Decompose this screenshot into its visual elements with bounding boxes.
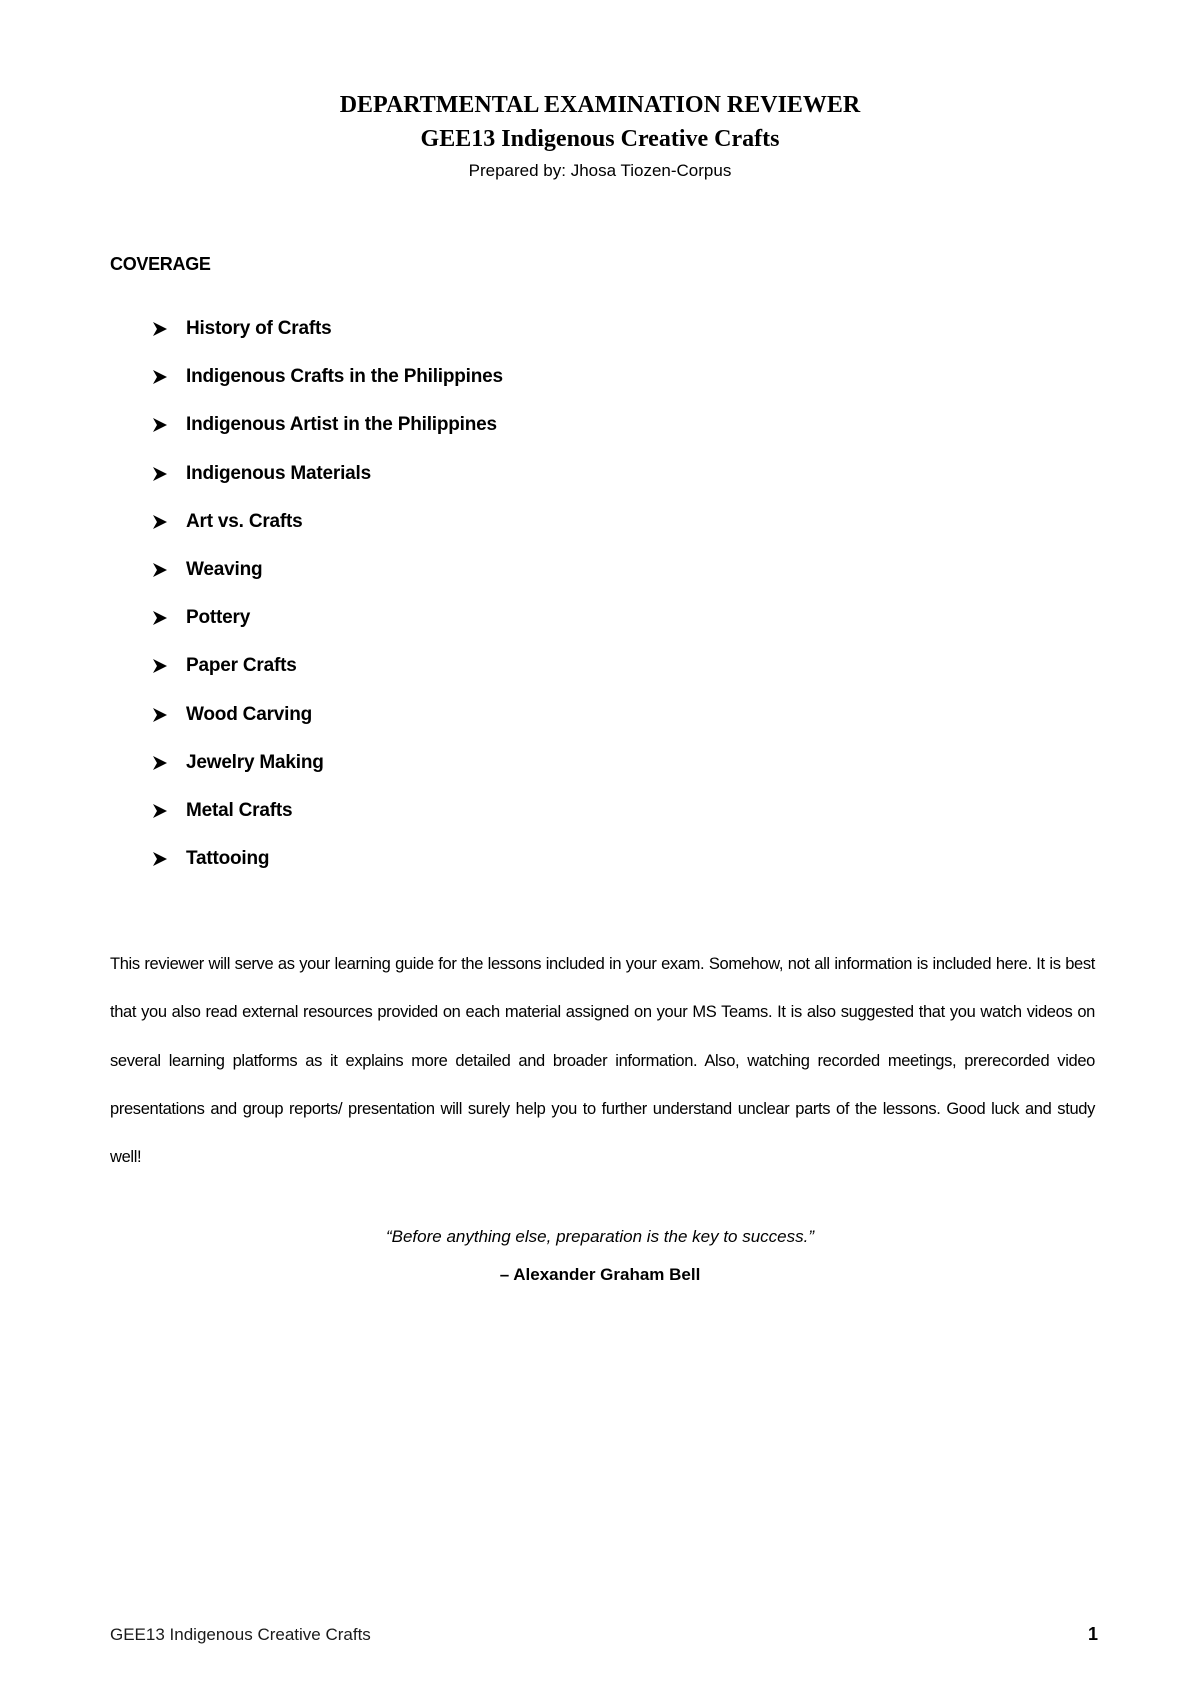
arrowhead-bullet-icon bbox=[152, 366, 186, 385]
course-title: GEE13 Indigenous Creative Crafts bbox=[420, 126, 780, 152]
page-number: 1 bbox=[1087, 1624, 1098, 1644]
coverage-item-label: Wood Carving bbox=[186, 703, 313, 725]
coverage-item-label: Paper Crafts bbox=[186, 655, 297, 677]
arrowhead-bullet-icon bbox=[152, 704, 186, 723]
coverage-item bbox=[152, 655, 503, 703]
arrowhead-bullet-icon bbox=[152, 414, 186, 433]
coverage-item-label: Metal Crafts bbox=[186, 799, 293, 821]
coverage-item bbox=[152, 366, 503, 414]
coverage-item-label: Weaving bbox=[186, 558, 263, 580]
prepared-by: Prepared by: Jhosa Tiozen-Corpus bbox=[468, 161, 732, 180]
arrowhead-bullet-icon bbox=[152, 607, 186, 626]
coverage-item-label: Jewelry Making bbox=[186, 751, 324, 773]
coverage-item-label: Pottery bbox=[186, 607, 251, 629]
coverage-item bbox=[152, 318, 503, 366]
coverage-item bbox=[152, 607, 503, 655]
arrowhead-bullet-icon bbox=[152, 800, 186, 819]
coverage-item-label: Tattooing bbox=[186, 848, 270, 870]
arrowhead-bullet-icon bbox=[152, 463, 186, 482]
footer-course-label: GEE13 Indigenous Creative Crafts bbox=[110, 1625, 371, 1644]
coverage-item bbox=[152, 511, 503, 559]
quote-author: – Alexander Graham Bell bbox=[499, 1265, 701, 1284]
coverage-item bbox=[152, 463, 503, 511]
document-title: DEPARTMENTAL EXAMINATION REVIEWER bbox=[339, 92, 861, 118]
arrowhead-bullet-icon bbox=[152, 655, 186, 674]
coverage-item-label: Indigenous Artist in the Philippines bbox=[186, 414, 497, 436]
coverage-item-label: Indigenous Crafts in the Philippines bbox=[186, 366, 503, 388]
arrowhead-bullet-icon bbox=[152, 511, 186, 530]
coverage-item bbox=[152, 848, 503, 896]
coverage-heading: COVERAGE bbox=[110, 254, 211, 274]
coverage-item-label: Indigenous Materials bbox=[186, 462, 371, 484]
arrowhead-bullet-icon bbox=[152, 752, 186, 771]
coverage-item bbox=[152, 704, 503, 752]
coverage-list bbox=[152, 318, 503, 896]
quote-text: “Before anything else, preparation is the key to success.” bbox=[385, 1227, 815, 1246]
document-header bbox=[0, 88, 1200, 184]
arrowhead-bullet-icon bbox=[152, 318, 186, 337]
coverage-item-label: History of Crafts bbox=[186, 318, 332, 339]
coverage-item bbox=[152, 559, 503, 607]
quote-block bbox=[0, 1224, 1200, 1288]
coverage-item bbox=[152, 414, 503, 462]
coverage-item bbox=[152, 752, 503, 800]
coverage-item bbox=[152, 800, 503, 848]
intro-paragraph: This reviewer will serve as your learning guide for the lessons included in your exam. Somehow, not all information is included here. It is best that you also read external resources provided on each material assigned on your MS Teams. It is also suggested that you watch videos on several learning platforms as it explains more detailed and broader information. Also, watching recorded meetings, prerecorded video presentations and group reports/ presentation will surely help you to further understand unclear parts of the lessons. Good luck and study well! bbox=[110, 955, 1095, 1167]
arrowhead-bullet-icon bbox=[152, 559, 186, 578]
arrowhead-bullet-icon bbox=[152, 848, 186, 867]
coverage-item-label: Art vs. Crafts bbox=[186, 510, 303, 532]
